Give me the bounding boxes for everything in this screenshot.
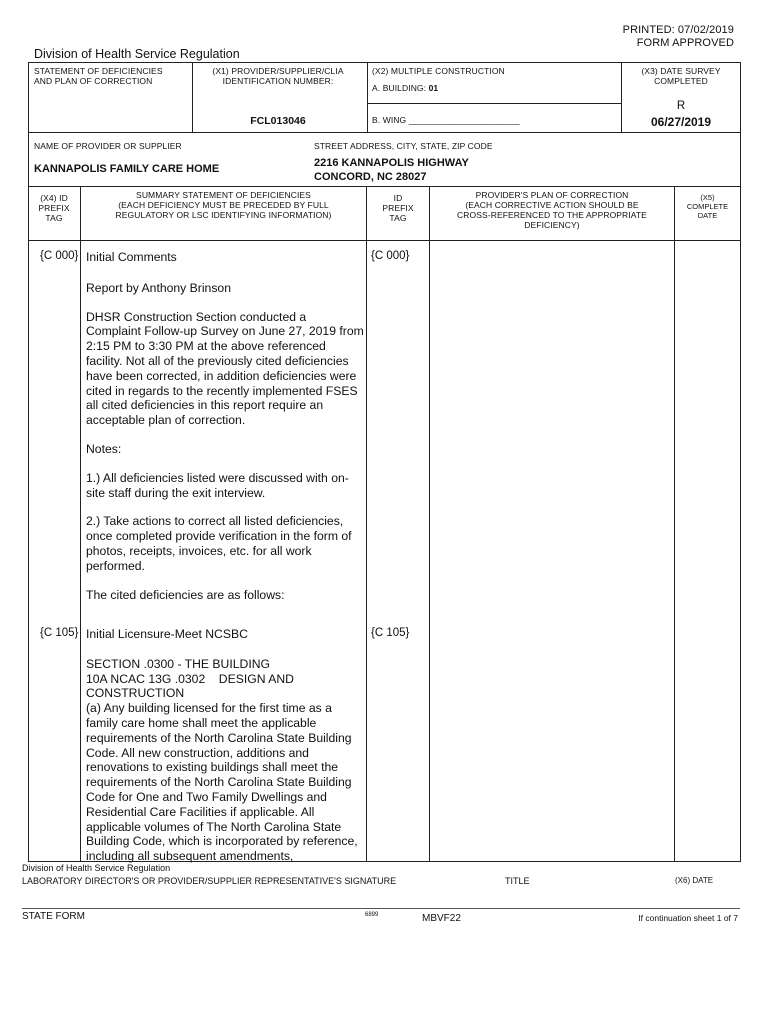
address-line2: CONCORD, NC 28027	[314, 171, 427, 183]
entry-title-licensure: Initial Licensure-Meet NCSBC	[86, 627, 248, 641]
x1-label: (X1) PROVIDER/SUPPLIER/CLIA IDENTIFICATION NUMBER:	[212, 66, 344, 86]
footer-division: Division of Health Service Regulation	[22, 863, 171, 873]
col-header-plan: PROVIDER'S PLAN OF CORRECTION (EACH CORRECTIVE ACTION SHOULD BE CROSS-REFERENCED TO THE APPROPRIATE DEFICIENCY)	[457, 190, 647, 230]
address-line1: 2216 KANNAPOLIS HIGHWAY	[314, 157, 469, 169]
col-header-summary: SUMMARY STATEMENT OF DEFICIENCIES (EACH DEFICIENCY MUST BE PRECEDED BY FULL REGULATORY OR LSC IDENTIFYING INFORMATION)	[115, 190, 332, 220]
signature-label: LABORATORY DIRECTOR'S OR PROVIDER/SUPPLIER REPRESENTATIVE'S SIGNATURE	[22, 876, 397, 886]
mbvf-code: MBVF22	[422, 913, 461, 924]
id-tag-c105: {C 105}	[371, 627, 410, 639]
paragraph-building-code: (a) Any building licensed for the first time as a family care home shall meet the applicable requirements of the North Carolina State Building Code. All new construction, additions and renovations to existing buildings shall meet the requirements of the North Carolina State Building Code for One and Two Family Dwellings and Residential Care Facilities if applicable. All applicable volumes of The North Carolina State Building Code, which is incorporated by reference, including all subsequent amendments,	[86, 701, 358, 864]
col-header-x4: (X4) ID PREFIX TAG	[38, 193, 70, 223]
building-field: A. BUILDING: 01	[372, 83, 439, 93]
divider-building-wing	[367, 103, 621, 104]
address-label: STREET ADDRESS, CITY, STATE, ZIP CODE	[314, 141, 493, 151]
statement-label: STATEMENT OF DEFICIENCIES AND PLAN OF CORRECTION	[34, 66, 163, 86]
divider-provider-row	[28, 186, 741, 187]
notes-heading: Notes:	[86, 441, 122, 456]
x6-date-label: (X6) DATE	[675, 876, 714, 885]
form-code: 6899	[365, 912, 379, 918]
col-divider-3	[429, 186, 430, 861]
wing-field: B. WING _______________________	[372, 115, 520, 125]
id-tag-c000: {C 000}	[371, 250, 410, 262]
col-header-x5: (X5) COMPLETE DATE	[686, 193, 729, 220]
col-divider-2	[366, 186, 367, 861]
entry-title-initial-comments: Initial Comments	[86, 250, 177, 264]
state-form: STATE FORM	[22, 911, 85, 922]
printed-date: PRINTED: 07/02/2019	[622, 24, 734, 36]
form-approved: FORM APPROVED	[636, 37, 734, 49]
note-1: 1.) All deficiencies listed were discussed with on-site staff during the exit interview.	[86, 470, 349, 500]
division-title: Division of Health Service Regulation	[34, 47, 240, 61]
col-divider-4	[674, 186, 675, 861]
x3-date: 06/27/2019	[650, 115, 712, 129]
section-line-2: 10A NCAC 13G .0302 DESIGN AND	[86, 671, 294, 686]
divider-x3	[621, 62, 622, 132]
prefix-tag-c000: {C 000}	[40, 250, 79, 262]
section-line-1: SECTION .0300 - THE BUILDING	[86, 656, 270, 671]
provider-name: KANNAPOLIS FAMILY CARE HOME	[34, 163, 220, 175]
divider-column-header	[28, 240, 741, 241]
col-header-id: ID PREFIX TAG	[382, 193, 414, 223]
footer-rule	[22, 908, 740, 909]
frame-right	[740, 62, 741, 862]
paragraph-survey: DHSR Construction Section conducted a Complaint Follow-up Survey on June 27, 2019 from 2:15 PM to 3:30 PM at the above referenced facility. Not all of the previously cited deficiencies have been corrected, in addition deficiencies were cited in regards to the recently implemented FSES all cited deficiencies in this report require an acceptable plan of correction.	[86, 309, 364, 428]
deficiency-text-c105	[86, 627, 364, 864]
cited-intro: The cited deficiencies are as follows:	[86, 587, 285, 602]
divider-x2	[367, 62, 368, 132]
report-by: Report by Anthony Brinson	[86, 280, 231, 295]
frame-top	[28, 62, 741, 63]
provider-name-label: NAME OF PROVIDER OR SUPPLIER	[34, 141, 182, 151]
deficiency-text	[86, 250, 364, 602]
x2-label: (X2) MULTIPLE CONSTRUCTION	[372, 66, 505, 76]
divider-top-row	[28, 132, 741, 133]
note-2: 2.) Take actions to correct all listed deficiencies, once completed provide verification in the form of photos, receipts, invoices, etc. for all work performed.	[86, 514, 352, 573]
x3-r: R	[676, 100, 686, 112]
title-label: TITLE	[505, 876, 530, 886]
col-divider-1	[80, 186, 81, 861]
divider-x1	[192, 62, 193, 132]
x3-label: (X3) DATE SURVEY COMPLETED	[641, 66, 721, 86]
continuation-sheet: If continuation sheet 1 of 7	[638, 913, 738, 923]
prefix-tag-c105: {C 105}	[40, 627, 79, 639]
frame-left	[28, 62, 29, 862]
section-line-3: CONSTRUCTION	[86, 686, 185, 701]
x1-value: FCL013046	[250, 115, 306, 127]
